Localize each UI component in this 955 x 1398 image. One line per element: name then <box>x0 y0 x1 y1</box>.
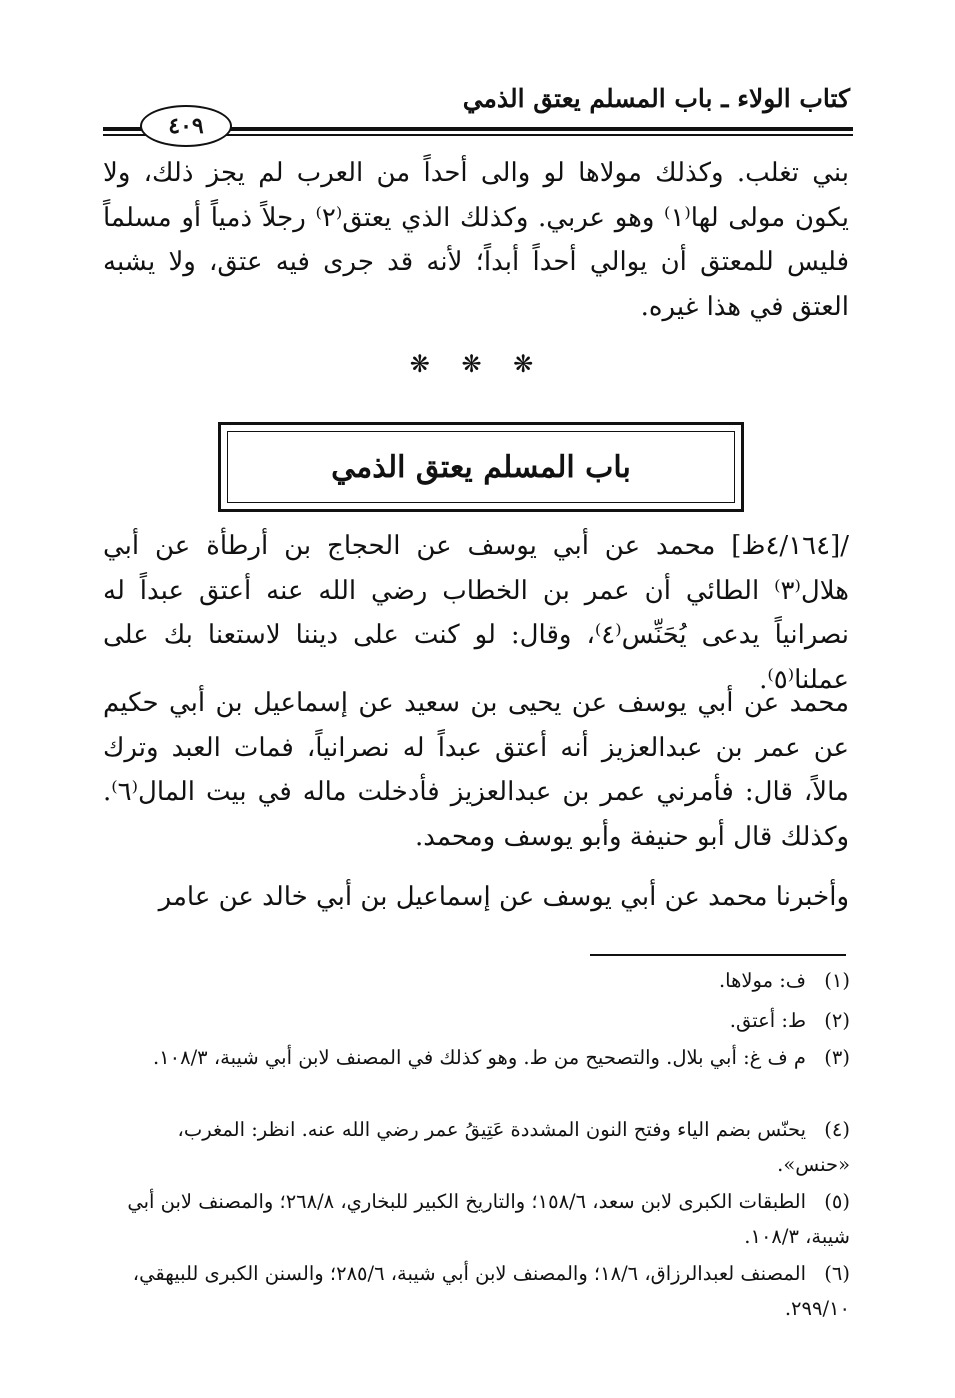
footnote-5 <box>100 1184 850 1254</box>
footnote-3 <box>100 1040 850 1075</box>
paragraph-3: محمد عن أبي يوسف عن يحيى بن سعيد عن إسماعيل بن أبي حكيم عن عمر بن عبدالعزيز أنه أعتق عبداً له نصرانياً، فمات العبد وترك مالاً، قال: فأمرني عمر بن عبدالعزيز فأدخلت ماله في بيت المال⁽٦⁾. وكذلك قال أبو حنيفة وأبو يوسف ومحمد. <box>103 688 849 852</box>
footnote-2 <box>100 1003 850 1038</box>
footnote-number: (٢) <box>824 1009 850 1032</box>
paragraph-4: وأخبرنا محمد عن أبي يوسف عن إسماعيل بن أبي خالد عن عامر <box>158 882 849 912</box>
footnote-text: الطبقات الكبرى لابن سعد، ١٥٨/٦؛ والتاريخ الكبير للبخاري، ٢٦٨/٨؛ والمصنف لابن أبي شيبة، ١٠٨/٣. <box>127 1190 850 1248</box>
paragraph-2: /[٤/١٦٤ظ] محمد عن أبي يوسف عن الحجاج بن أرطأة عن أبي هلال⁽٣⁾ الطائي أن عمر بن الخطاب رضي الله عنه أعتق عبداً له نصرانياً يدعى يُحَنِّس⁽٤⁾، وقال: لو كنت على ديننا لاستعنا بك على عملنا⁽٥⁾. <box>103 531 849 695</box>
footnote-1 <box>100 963 850 998</box>
footnote-4 <box>100 1112 850 1182</box>
footnote-text: يحنّس بضم الياء وفتح النون المشددة عَتِيقُ عمر رضي الله عنه. انظر: المغرب، «حنس». <box>177 1118 850 1176</box>
section-separator: ❋ ❋ ❋ <box>409 350 546 378</box>
footnote-text: ط: أعتق. <box>729 1009 806 1032</box>
footnote-text: م ف غ: أبي بلال. والتصحيح من ط. وهو كذلك في المصنف لابن أبي شيبة، ١٠٨/٣. <box>152 1046 806 1069</box>
chapter-title: باب المسلم يعتق الذمي <box>331 449 631 485</box>
footnote-number: (٥) <box>824 1190 850 1213</box>
footnote-text: المصنف لعبدالرزاق، ١٨/٦؛ والمصنف لابن أبي شيبة، ٢٨٥/٦؛ والسنن الكبرى للبيهقي، ٢٩٩/١٠. <box>132 1262 850 1320</box>
footnote-number: (٦) <box>824 1262 850 1285</box>
footnote-rule <box>590 954 846 956</box>
footnote-6 <box>100 1256 850 1326</box>
running-title: كتاب الولاء ـ باب المسلم يعتق الذمي <box>462 84 850 113</box>
footnote-number: (٤) <box>824 1118 850 1141</box>
footnote-number: (٣) <box>824 1046 850 1069</box>
page-number: ٤٠٩ <box>140 105 232 147</box>
chapter-title-frame <box>218 422 744 512</box>
footnote-text: ف: مولاها. <box>718 969 806 992</box>
paragraph-1: بني تغلب. وكذلك مولاها لو والى أحداً من العرب لم يجز ذلك، ولا يكون مولى لها⁽١⁾ وهو عربي. وكذلك الذي يعتق⁽٢⁾ رجلاً ذمياً أو مسلماً فليس للمعتق أن يوالي أحداً أبداً؛ لأنه قد جرى فيه عتق، ولا يشبه العتق في هذا غيره. <box>103 158 849 322</box>
footnote-number: (١) <box>824 969 850 992</box>
